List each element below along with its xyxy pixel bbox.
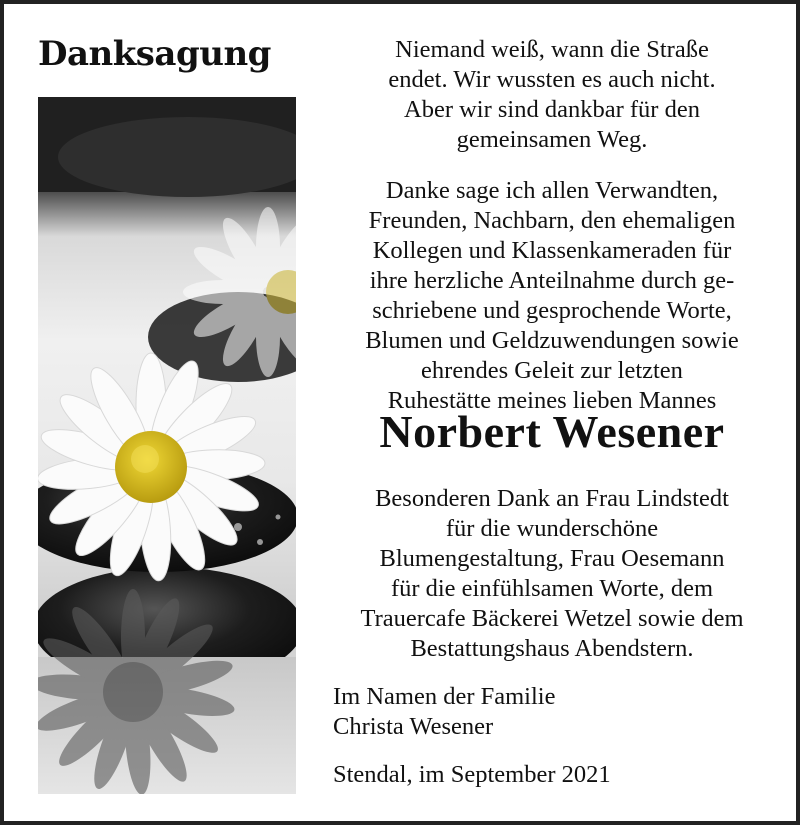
- thanks-line: Danke sage ich allen Verwandten,: [385, 177, 719, 204]
- intro-line: Niemand weiß, wann die Straße: [395, 36, 709, 63]
- special-thanks-line: für die einfühlsamen Worte, dem: [390, 575, 714, 602]
- intro-line: gemeinsamen Weg.: [456, 126, 648, 153]
- place-date: Stendal, im September 2021: [333, 761, 611, 788]
- intro-line: endet. Wir wussten es auch nicht.: [388, 66, 716, 93]
- thanks-paragraph: [322, 176, 782, 416]
- thanks-line: Ruhestätte meines lieben Mannes: [387, 387, 717, 414]
- signature: [333, 682, 555, 742]
- intro-line: Aber wir sind dankbar für den: [404, 96, 700, 123]
- thanks-line: Blumen und Geldzuwendungen sowie: [365, 327, 739, 354]
- thanks-line: Kollegen und Klassenkameraden für: [372, 237, 732, 264]
- thanks-line: Freunden, Nachbarn, den ehemaligen: [368, 207, 736, 234]
- thanks-line: ihre herzliche Anteilnahme durch ge-: [369, 267, 735, 294]
- signature-line: Im Namen der Familie: [333, 683, 556, 710]
- thanks-line: ehrendes Geleit zur letzten: [421, 357, 683, 384]
- special-thanks-line: für die wunderschöne: [445, 515, 659, 542]
- deceased-name: Norbert Wesener: [379, 406, 725, 457]
- thanks-line: schriebene und gesprochende Worte,: [372, 297, 732, 324]
- special-thanks-line: Besonderen Dank an Frau Lindstedt: [375, 485, 729, 512]
- intro-verse: [322, 35, 782, 155]
- signature-line: Christa Wesener: [333, 713, 494, 740]
- daisy-photo: [38, 97, 296, 794]
- special-thanks-line: Bestattungshaus Abendstern.: [410, 635, 694, 662]
- special-thanks-line: Blumengestaltung, Frau Oesemann: [379, 545, 725, 572]
- special-thanks-line: Trauercafe Bäckerei Wetzel sowie dem: [360, 605, 744, 632]
- heading: Danksagung: [38, 34, 271, 74]
- special-thanks-paragraph: [322, 484, 782, 664]
